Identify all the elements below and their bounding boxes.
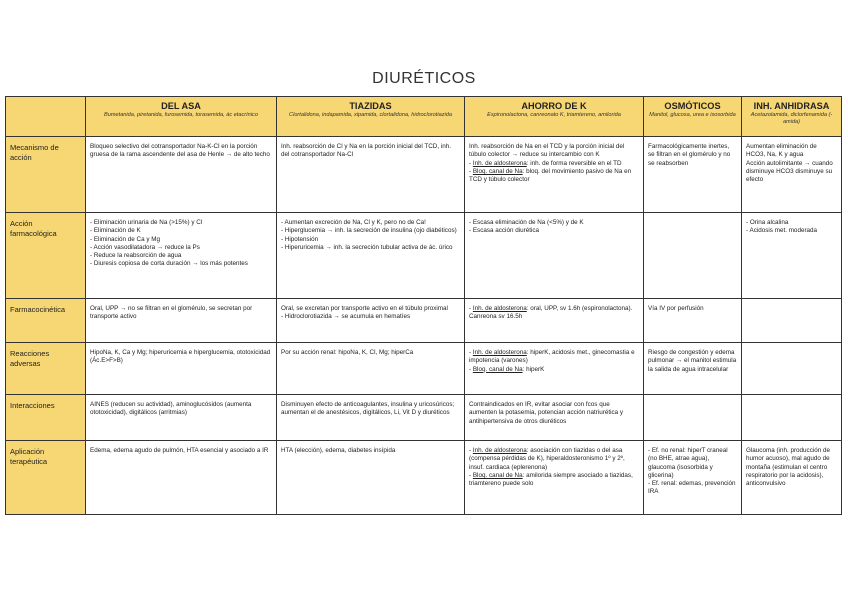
row-header: Aplicación terapéutica — [6, 441, 86, 515]
table-cell — [644, 441, 742, 515]
cell-line: - Ef. no renal: hiperT craneal (no BHE, atrae agua), glaucoma (isosorbida y glicerina) — [648, 447, 728, 479]
row-header: Mecanismo de acción — [6, 137, 86, 213]
cell-line: - Aumentan excreción de Na, Cl y K, pero no de Ca! — [281, 219, 426, 226]
table-cell — [277, 395, 465, 441]
cell-line: - Diuresis copiosa de corta duración → los más potentes — [90, 260, 248, 268]
row-header: Reacciones adversas — [6, 343, 86, 395]
cell-line: Oral, UPP → no se filtran en el glomérulo, se secretan por transporte activo — [90, 305, 253, 321]
corner-cell — [6, 97, 86, 137]
cell-line: Farmacológicamente inertes, se filtran en el glomérulo y no se reabsorben — [648, 143, 731, 167]
cell-line: - Acción vasodilatadora → reduce la Ps — [90, 243, 200, 251]
cell-line: Contraindicados en IR, evitar asociar con fcos que aumenten la potasemia, potencian acción natriurética y antihipertensiva de otros diuréticos — [469, 401, 624, 425]
cell-line: - Bloq. canal de Na: amilorida siempre asociado a tiazidas, triamtereno puede solo — [469, 471, 633, 488]
table-cell — [644, 343, 742, 395]
cell-line: Vía IV por perfusión — [648, 305, 704, 312]
cell-line: HTA (elección), edema, diabetes insípida — [281, 447, 396, 454]
table-cell — [86, 395, 277, 441]
table-cell — [277, 299, 465, 343]
column-title: OSMÓTICOS — [664, 101, 721, 111]
table-cell — [86, 343, 277, 395]
cell-line: Aumentan eliminación de HCO3, Na, K y agua — [746, 143, 817, 159]
cell-line: - Escasa acción diurética — [469, 227, 539, 235]
table-row — [6, 213, 842, 299]
table-cell — [742, 299, 842, 343]
header-row — [6, 97, 842, 137]
table-cell — [465, 299, 644, 343]
cell-line: - Eliminación urinaria de Na (>15%) y Cl — [90, 219, 203, 226]
table-cell — [644, 395, 742, 441]
column-header — [644, 97, 742, 137]
cell-line: HipoNa, K, Ca y Mg; hiperuricemia e hiperglucemia, ototoxicidad (Ác.E>F>B) — [90, 349, 271, 365]
cell-line: - Acidosis met. moderada — [746, 227, 818, 235]
cell-line: Glaucoma (inh. producción de humor acuoso), mal agudo de montaña (estimulan el centro respiratorio por la acidosis), anticonvulsivo — [746, 447, 831, 488]
table-cell — [742, 395, 842, 441]
table-row — [6, 395, 842, 441]
cell-line: - Hiperuricemia → inh. la secreción tubular activa de ác. úrico — [281, 243, 453, 251]
column-title: AHORRO DE K — [521, 101, 587, 111]
cell-line: Oral, se excretan por transporte activo en el túbulo proximal — [281, 305, 448, 312]
cell-line: Bloqueo selectivo del cotransportador Na-K-Cl en la porción gruesa de la rama ascendente del asa de Henle → de alto techo — [90, 143, 270, 159]
table-cell — [277, 441, 465, 515]
column-drugs: Acetazolamida, diclorfenamida (-amida) — [750, 112, 833, 126]
table-cell — [277, 137, 465, 213]
table-row — [6, 441, 842, 515]
cell-line: - Bloq. canal de Na: bloq. del movimiento pasivo de Na en TCD y túbulo colector — [469, 167, 632, 184]
table-cell — [86, 137, 277, 213]
column-drugs: Espironolactona, canreonato K, triamtereno, amilorida — [487, 112, 621, 119]
table-cell — [465, 137, 644, 213]
cell-line: Por su acción renal: hipoNa, K, Cl, Mg; hiperCa — [281, 349, 414, 356]
column-header — [465, 97, 644, 137]
cell-line: - Ef. renal: edemas, prevención IRA — [648, 480, 736, 496]
table-cell — [742, 343, 842, 395]
table-cell — [465, 213, 644, 299]
table-cell — [644, 213, 742, 299]
cell-line: - Orina alcalina — [746, 219, 789, 226]
cell-line: - Inh. de aldosterona: asociación con tiazidas o del asa (compensa pérdidas de K), hiperaldosteronismo 1º y 2º, insuf. cardiaca (eplerenona) — [469, 447, 625, 471]
cell-line: - Eliminación de Ca y Mg — [90, 235, 160, 243]
diureticos-table — [5, 96, 842, 515]
column-header — [277, 97, 465, 137]
row-header: Farmacocinética — [6, 299, 86, 343]
table-cell — [86, 213, 277, 299]
table-cell — [277, 343, 465, 395]
row-header: Interacciones — [6, 395, 86, 441]
cell-line: - Inh. de aldosterona: oral, UPP, sv 1.6h (espironolactona). Canreona sv 16.5h — [469, 305, 633, 321]
column-title: INH. ANHIDRASA — [753, 101, 830, 111]
cell-line: - Reduce la reabsorción de agua — [90, 252, 182, 260]
table-cell — [742, 441, 842, 515]
cell-line: AINES (reducen su actividad), aminoglucósidos (aumenta ototoxicidad), digitálicos (arritmias) — [90, 401, 252, 417]
cell-line: Inh. reabsorción de Cl y Na en la porción inicial del TCD, inh. del cotransportador Na-Cl — [281, 143, 451, 159]
column-header — [86, 97, 277, 137]
column-drugs: Manitol, glucosa, urea e isosorbida — [649, 112, 736, 119]
table-cell — [644, 137, 742, 213]
row-header: Acción farmacológica — [6, 213, 86, 299]
cell-line: - Eliminación de K — [90, 227, 141, 235]
page-title: DIURÉTICOS — [372, 70, 476, 87]
column-drugs: Clortalidona, indapamida, xipamida, clortalidona, hidroclorotiazida — [289, 112, 452, 119]
cell-line: - Inh. de aldosterona: inh. de forma reversible en el TD — [469, 159, 622, 167]
cell-line: - Hipotensión — [281, 235, 319, 243]
table-row — [6, 299, 842, 343]
table-cell — [742, 137, 842, 213]
cell-line: Riesgo de congestión y edema pulmonar → el manitol estimula la salida de agua intracelular — [648, 349, 737, 373]
table-cell — [644, 299, 742, 343]
cell-line: Acción autolimitante → cuando disminuye HCO3 disminuye su efecto — [746, 159, 833, 184]
table-cell — [86, 299, 277, 343]
table-cell — [86, 441, 277, 515]
cell-line: Inh. reabsorción de Na en el TCD y la porción inicial del túbulo colector → reduce su intercambio con K — [469, 143, 625, 159]
cell-line: - Escasa eliminación de Na (<5%) y de K — [469, 219, 584, 226]
table-row — [6, 343, 842, 395]
cell-line: Edema, edema agudo de pulmón, HTA esencial y asociado a IR — [90, 447, 269, 454]
table-cell — [465, 395, 644, 441]
cell-line: - Inh. de aldosterona: hiperK, acidosis met., ginecomastia e impotencia (varones) — [469, 349, 635, 365]
table-cell — [742, 213, 842, 299]
cell-line: Disminuyen efecto de anticoagulantes, insulina y uricosúricos; aumentan el de anestésicos, digitálicos, Li, Vit D y diuréticos — [281, 401, 455, 417]
column-title: TIAZIDAS — [349, 101, 392, 111]
table-cell — [465, 441, 644, 515]
cell-line: - Bloq. canal de Na: hiperK — [469, 365, 545, 373]
table-cell — [465, 343, 644, 395]
table-cell — [277, 213, 465, 299]
column-title: DEL ASA — [161, 101, 201, 111]
column-drugs: Bumetanida, piretanida, furosemida, torasemida, ác etacrínico — [104, 112, 258, 119]
cell-line: - Hiperglucemia → inh. la secreción de insulina (ojo diabéticos) — [281, 227, 457, 235]
cell-line: - Hidroclorotiazida → se acumula en hematíes — [281, 313, 411, 321]
table-row — [6, 137, 842, 213]
column-header — [742, 97, 842, 137]
